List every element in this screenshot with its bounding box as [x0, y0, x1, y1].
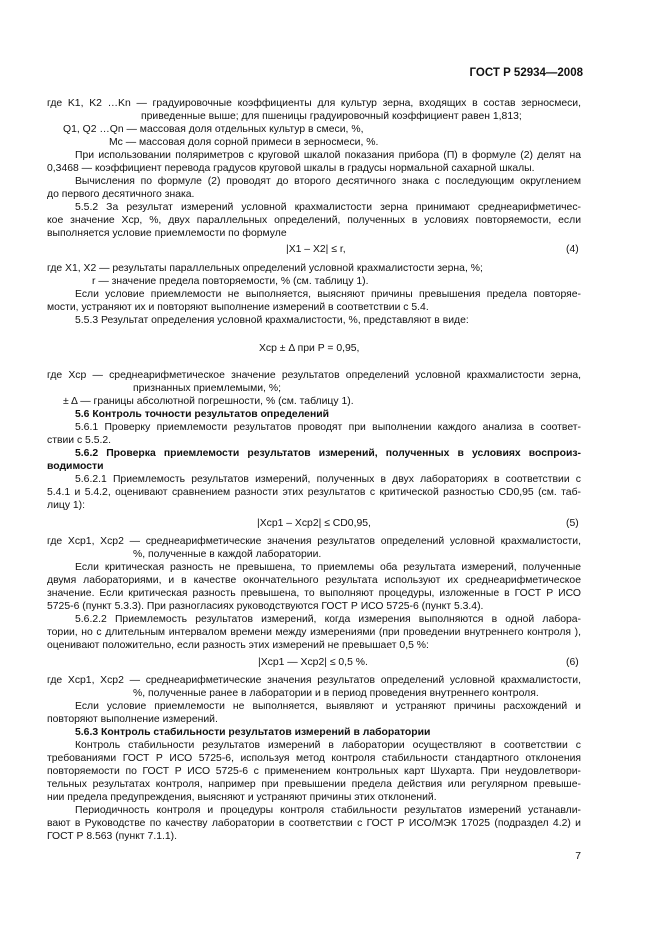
page-number: 7 [575, 851, 581, 862]
text-line: где Xср1, Xср2 — среднеарифметические значения результатов определений условной крахмалистости, [47, 675, 581, 686]
subsection-heading: водимости [47, 461, 104, 472]
text-line: Периодичность контроля и процедуры контроля стабильности результатов измерений устанавли- [75, 805, 581, 816]
text-line: Если критическая разность не превышена, то приемлемы оба результата измерений, полученные [75, 562, 581, 573]
text-line: ± Δ — границы абсолютной погрешности, % (см. таблицу 1). [63, 396, 354, 407]
formula-5: |Xср1 – Xср2| ≤ CD0,95, [257, 518, 371, 529]
text-line: Вычисления по формуле (2) проводят до второго десятичного знака с последующим округлением [75, 176, 581, 187]
text-line: значение. Если критическая разность превышена, то выполняют процедуры, изложенные в ГОСТ Р ИСО [47, 588, 581, 599]
text-line: %, полученные ранее в лаборатории и в период проведения внутреннего контроля. [133, 688, 539, 699]
text-line: r — значение предела повторяемости, % (см. таблицу 1). [92, 276, 369, 287]
formula-6: |Xср1 — Xср2| ≤ 0,5 %. [258, 657, 368, 668]
document-number-header: ГОСТ Р 52934—2008 [469, 67, 583, 79]
text-line: выполняется условие приемлемости по формуле [47, 228, 287, 239]
text-line: 5.5.2 За результат измерений условной крахмалистости зерна принимают среднеарифметичес- [75, 202, 581, 213]
formula-number: (5) [566, 518, 579, 529]
text-line: %, полученные в каждой лаборатории. [133, 549, 322, 560]
text-line: ГОСТ Р 8.563 (пункт 7.1.1). [47, 831, 178, 842]
text-line: мости, устраняют их и повторяют выполнение измерений в соответствии с 5.4. [47, 302, 429, 313]
text-line: Mс — массовая доля сорной примеси в зерносмеси, %. [109, 137, 379, 148]
text-line: 5.6.1 Проверку приемлемости результатов проводят при выполнении каждого анализа в соответ- [75, 422, 581, 433]
text-line: вают в Руководстве по качеству лаборатории в соответствии с ГОСТ Р ИСО/МЭК 17025 (подраздел 4.2) и [47, 818, 581, 829]
text-line: двумя лабораториями, и в качестве окончательного результата используют их среднеарифметическое [47, 575, 581, 586]
text-line: При использовании поляриметров с круговой шкалой показания прибора (П) в формуле (2) делят на [75, 150, 581, 161]
text-line: где K1, K2 …Kn — градуировочные коэффициенты для культур зерна, входящих в состав зерносмеси, [47, 98, 581, 109]
subsection-heading: 5.6.2 Проверка приемлемости результатов измерений, полученных в условиях воспроиз- [75, 448, 581, 459]
text-line: признанных приемлемыми, %; [133, 383, 281, 394]
section-heading: 5.6 Контроль точности результатов определений [75, 409, 330, 420]
text-line: приведенные выше; для пшеницы градуировочный коэффициент равен 1,813; [141, 111, 522, 122]
text-line: требованиями ГОСТ Р ИСО 5725-6, используя метод контроля стабильности стандартного отклонения [47, 753, 581, 764]
formula-number: (6) [566, 657, 579, 668]
text-line: 5.5.3 Результат определения условной крахмалистости, %, представляют в виде: [75, 315, 469, 326]
text-line: ствии с 5.5.2. [47, 435, 112, 446]
text-line: где Xср1, Xср2 — среднеарифметические значения результатов определений условной крахмалистости, [47, 536, 581, 547]
text-line: 5.4.1 и 5.4.2, оценивают сравнением разности этих результатов с критической разностью CD0,95 (см. таб- [47, 487, 581, 498]
text-line: Если условие приемлемости не выполняется, выявляют и устраняют причины расхождений и [75, 701, 581, 712]
text-line: Если условие приемлемости не выполняется, выясняют причины превышения предела повторяе- [75, 289, 581, 300]
text-line: 0,3468 — коэффициент перевода градусов круговой шкалы в градусы нормальной сахарной шкалы. [47, 163, 535, 174]
text-line: где X1, X2 — результаты параллельных определений условной крахмалистости зерна, %; [47, 263, 483, 274]
formula-number: (4) [566, 244, 579, 255]
text-line: где Xср — среднеарифметическое значение результатов определений условной крахмалистости зерна, [47, 370, 581, 381]
text-line: Контроль стабильности результатов измерений в лаборатории осуществляют в соответствии с [75, 740, 581, 751]
text-line: 5725-6 (пункт 5.3.3). При разногласиях руководствуются ГОСТ Р ИСО 5725-6 (пункт 5.3.4). [47, 601, 484, 612]
text-line: до первого десятичного знака. [47, 189, 195, 200]
text-line: лицу 1): [47, 500, 86, 511]
formula-4: |X1 – X2| ≤ r, [286, 244, 346, 255]
text-line: 5.6.2.2 Приемлемость результатов измерений, когда измерения выполняются в одной лабора- [75, 614, 581, 625]
text-line: Q1, Q2 …Qn — массовая доля отдельных культур в смеси, %, [63, 124, 364, 135]
subsection-heading: 5.6.3 Контроль стабильности результатов измерений в лаборатории [75, 727, 431, 738]
text-line: кое значение Xср, %, двух параллельных определений, полученных в условиях повторяемости, если [47, 215, 581, 226]
text-line: тельных результатах контроля, например при превышении предела действия или регулярном превыше- [47, 779, 581, 790]
formula-result: Xср ± Δ при P = 0,95, [259, 343, 360, 354]
text-line: повторяют выполнение измерений. [47, 714, 218, 725]
text-line: 5.6.2.1 Приемлемость результатов измерений, полученных в двух лабораториях в соответствии с [75, 474, 581, 485]
text-line: нии предела предупреждения, выясняют и устраняют причины этих отклонений. [47, 792, 437, 803]
text-line: тории, но с длительным интервалом времени между измерениями (при проведении внутреннего контроля ), [47, 627, 581, 638]
text-line: повторяемости по ГОСТ Р ИСО 5725-6 с применением контрольных карт Шухарта. При неудовлетвори- [47, 766, 581, 777]
text-line: оценивают положительно, если разность этих измерений не превышает 0,5 %: [47, 640, 429, 651]
